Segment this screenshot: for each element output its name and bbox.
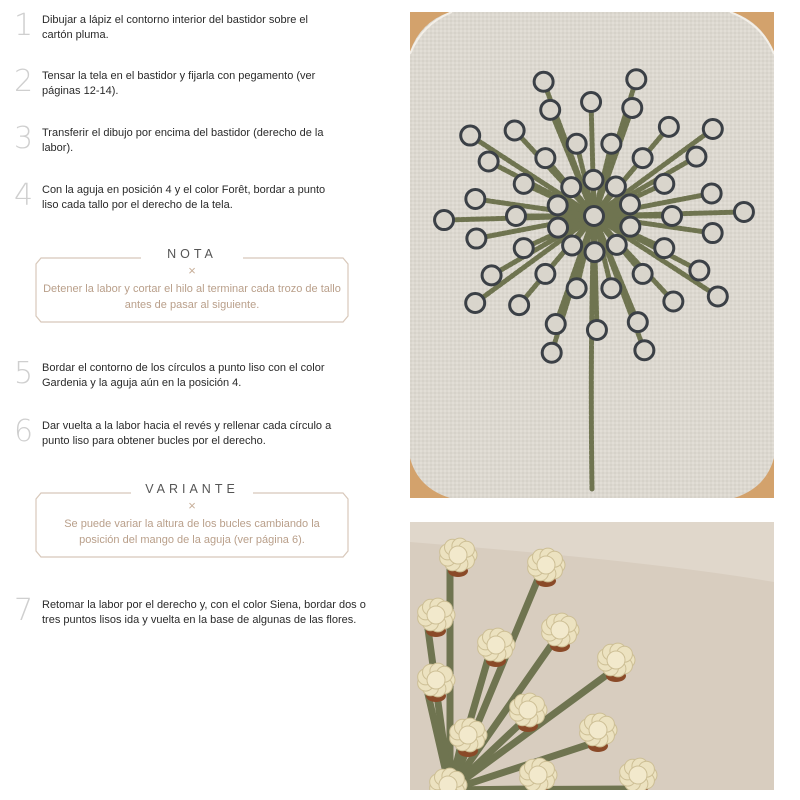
step-1 (14, 8, 374, 43)
variante-text: Se puede variar la altura de los bucles cambiando la posición del mango de la aguja (ver página 6). (64, 518, 320, 546)
variante-title: VARIANTE (145, 482, 239, 496)
step-7 (14, 593, 374, 628)
nota-text: Detener la labor y cortar el hilo al terminar cada trozo de tallo antes de pasar al siguiente. (43, 283, 341, 311)
nota-box (33, 247, 351, 325)
step-5 (14, 356, 374, 391)
step-3 (14, 121, 374, 156)
nota-title: NOTA (167, 247, 217, 261)
step-text: Dar vuelta a la labor hacia el revés y rellenar cada círculo a punto liso para obtener bucles por el derecho. (42, 420, 332, 447)
dandelion-embroidery (410, 12, 774, 498)
step-text: Retomar la labor por el derecho y, con el color Siena, bordar dos o tres puntos lisos ida y vuelta en la base de algunas de las flores. (42, 599, 366, 626)
step-text: Transferir el dibujo por encima del bastidor (derecho de la labor). (42, 127, 324, 154)
loops-photo (410, 522, 774, 790)
step-text: Dibujar a lápiz el contorno interior del bastidor sobre el cartón pluma. (42, 14, 308, 41)
step-number: 5 (14, 356, 34, 391)
step-2 (14, 64, 374, 99)
cross-icon: × (188, 498, 196, 513)
loop-flowers (410, 522, 774, 790)
step-6 (14, 414, 374, 449)
step-text: Bordar el contorno de los círculos a punto liso con el color Gardenia y la aguja aún en la posición 4. (42, 362, 325, 389)
step-number: 1 (14, 8, 34, 43)
step-4 (14, 178, 374, 213)
hoop-photo (410, 12, 774, 498)
step-number: 3 (14, 121, 34, 156)
step-text: Tensar la tela en el bastidor y fijarla con pegamento (ver páginas 12-14). (42, 70, 316, 97)
variante-box (33, 482, 351, 560)
cross-icon: × (188, 263, 196, 278)
step-number: 7 (14, 593, 34, 628)
step-number: 2 (14, 64, 34, 99)
step-text: Con la aguja en posición 4 y el color Forêt, bordar a punto liso cada tallo por el derecho de la tela. (42, 184, 326, 211)
step-number: 6 (14, 414, 34, 449)
step-number: 4 (14, 178, 34, 213)
